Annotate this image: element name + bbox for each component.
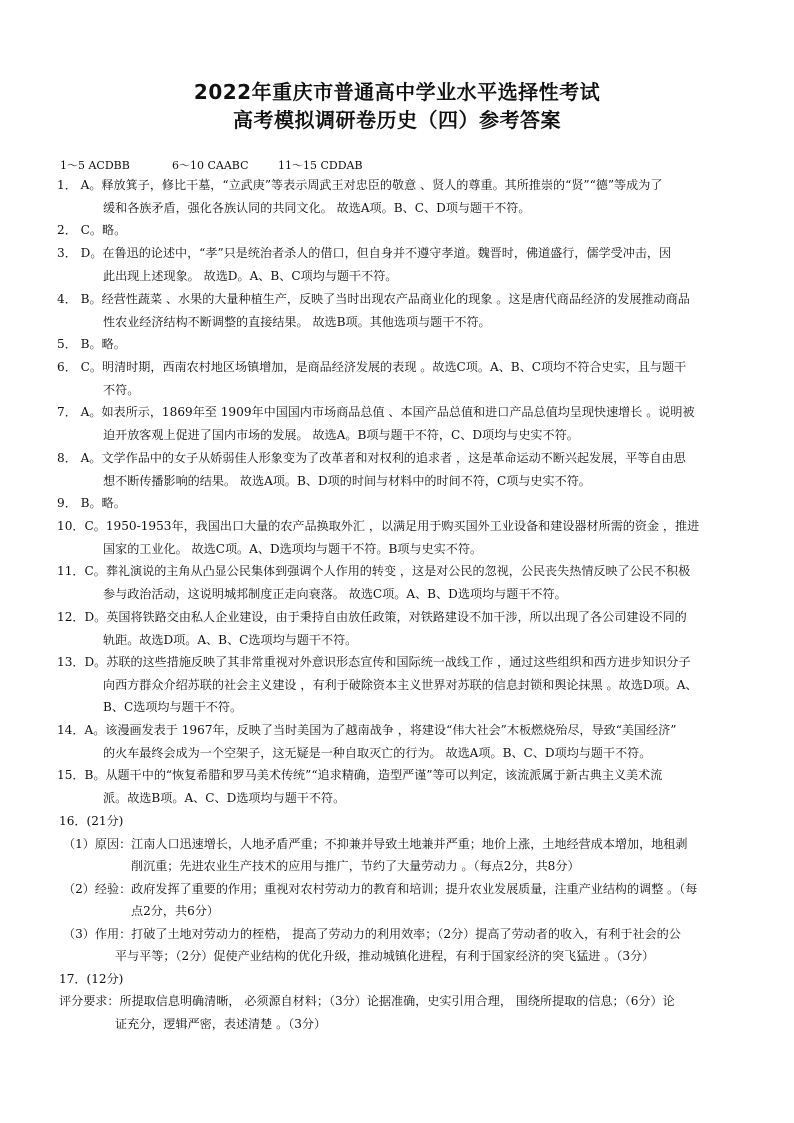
answer-line: 想不断传播影响的结果。 故选A项。B、D项的时间与材料中的时间不符，C项与史实不符。 (103, 473, 591, 488)
q16-part2-line: （2）经验：政府发挥了重要的作用；重视对农村劳动力的教育和培训；提升农业发展质量，注重产业结构的调整 。（每 (63, 881, 698, 896)
q16-part3-line: 平与平等；（2分）促使产业结构的优化升级，推动城镇化进程，有利于国家经济的突飞猛进 。（3分） (115, 949, 655, 963)
answer-line: 7． A。如表所示，1869年至 1909年中国国内市场商品总值 、本国产品总值和进口产品总值均呈现快速增长 。说明被 (57, 405, 695, 419)
answer-line: 迫开放客观上促进了国内市场的发展。 故选A。B项与题干不符，C、D项均与史实不符。 (103, 427, 579, 442)
answer-line: 此出现上述现象。 故选D。A、B、C项均与题干不符。 (103, 268, 398, 283)
answer-line: 1． A。释放箕子，修比干墓，“立武庚”等表示周武王对忠臣的敬意 、贤人的尊重。其所推崇的“贤”“德”等成为了 (57, 178, 663, 192)
q16-part2-line: 点2分，共6分） (131, 904, 219, 918)
answer-line: 性农业经济结构不断调整的直接结果。 故选B项。其他选项与题干不符。 (103, 314, 491, 329)
answer-line: 轨距。故选D项。A、B、C选项均与题干不符。 (103, 632, 358, 647)
answer-key-1-5: 1～5 ACDBB (60, 159, 130, 172)
answer-line: 14．A。该漫画发表于 1967年，反映了当时美国为了越南战争 ，将建设“伟大社会”木板燃烧殆尽，导致“美国经济” (57, 723, 677, 737)
question-16-heading: 16．(21分) (59, 814, 124, 828)
answer-line: 5． B。略。 (57, 337, 126, 351)
answer-q7 (57, 401, 747, 446)
answer-q4 (57, 288, 747, 333)
answer-q2 (57, 219, 747, 242)
question-17-heading: 17．(12分) (59, 971, 124, 986)
answer-line: 9． B。略。 (57, 496, 126, 510)
answer-q6 (57, 356, 747, 401)
answer-line: 8． A。文学作品中的女子从娇弱佳人形象变为了改革者和对权利的追求者 ，这是革命运动不断兴起发展，平等自由思 (57, 451, 686, 465)
q17-line: 评分要求：所提取信息明确清晰， 必须源自材料；（3分）论据准确，史实引用合理， 围绕所提取的信息；（6分）论 (59, 994, 675, 1008)
question-16 (59, 810, 749, 1035)
answer-line: 4． B。经营性蔬菜 、水果的大量种植生产，反映了当时出现农产品商业化的现象 。这是唐代商品经济的发展推动商品 (57, 292, 690, 306)
answer-q3 (57, 242, 747, 287)
document-title: 2022年重庆市普通高中学业水平选择性考试 (193, 80, 601, 104)
answer-line: 10．C。1950-1953年，我国出口大量的农产品换取外汇 ，以满足用于购买国外工业设备和建设器材所需的资金 ，推进 (57, 519, 700, 533)
answer-line: 12．D。英国将铁路交由私人企业建设，由于秉持自由放任政策，对铁路建设不加干涉，所以出现了各公司建设不同的 (57, 610, 687, 624)
answer-q11 (57, 560, 747, 605)
answer-line: 派。故选B项。A、C、D选项均与题干不符。 (103, 790, 346, 805)
answer-line: 不符。 (103, 382, 140, 397)
answer-q8 (57, 447, 747, 492)
answer-line: 国家的工业化。 故选C项。A、D选项均与题干不符。B项与史实不符。 (103, 541, 483, 556)
answer-q15 (57, 764, 747, 809)
document-subtitle: 高考模拟调研卷历史（四）参考答案 (233, 108, 561, 132)
answer-q14 (57, 719, 747, 764)
q16-part3-line: （3）作用：打破了土地对劳动力的桎梏， 提高了劳动力的利用效率；（2分）提高了劳动者的收入，有利于社会的公 (63, 926, 681, 941)
answer-line: 缓和各族矛盾，强化各族认同的共同文化。 故选A项。B、C、D项与题干不符。 (103, 200, 531, 215)
answer-line: 13．D。苏联的这些措施反映了其非常重视对外意识形态宣传和国际统一战线工作 ，通过这些组织和西方进步知识分子 (57, 655, 691, 669)
answer-line: 2． C。略。 (57, 223, 127, 237)
answer-line: 11．C。葬礼演说的主角从凸显公民集体到强调个人作用的转变 ，这是对公民的忽视，公民丧失热情反映了公民不积极 (57, 564, 691, 578)
answer-q1 (57, 174, 747, 219)
answer-q12 (57, 606, 747, 651)
q17-line: 证充分，逻辑严密，表述清楚 。（3分） (115, 1016, 327, 1031)
answer-line: B、C选项均与题干不符。 (103, 700, 243, 714)
answer-line: 15．B。从题干中的“恢复希腊和罗马美术传统”“追求精确，造型严谨”等可以判定，该流派属于新古典主义美术流 (57, 768, 663, 782)
answer-line: 参与政治活动，这说明城邦制度正走向衰落。 故选C项。A、B、D选项均与题干不符。 (103, 586, 567, 601)
answer-line: 向西方群众介绍苏联的社会主义建设 ，有利于破除资本主义世界对苏联的信息封锁和舆论抹黑 。故选D项。A、 (103, 677, 698, 692)
answer-key-11-15: 11～15 CDDAB (278, 159, 363, 172)
q16-part1-line: （1）原因：江南人口迅速增长，人地矛盾严重；不抑兼并导致土地兼并严重；地价上涨，土地经营成本增加，地租剥 (63, 836, 688, 851)
answer-line: 6． C。明清时期，西南农村地区场镇增加，是商品经济发展的表现 。故选C项。A、B、C项均不符合史实，且与题干 (57, 360, 687, 374)
answer-line: 的火车最终会成为一个空架子，这无疑是一种自取灭亡的行为。 故选A项。B、C、D项均与题干不符。 (103, 745, 652, 760)
answer-q5 (57, 333, 747, 356)
q16-part1-line: 削沉重；先进农业生产技术的应用与推广，节约了大量劳动力 。（每点2分，共8分） (131, 859, 580, 873)
choice-answer-keys (60, 157, 363, 173)
answer-q9 (57, 492, 747, 515)
answer-line: 3． D。在鲁迅的论述中，“孝”只是统治者杀人的借口，但自身并不遵守孝道。魏晋时，佛道盛行，儒学受冲击，因 (57, 246, 672, 260)
answer-q13 (57, 651, 747, 719)
answer-q10 (57, 515, 747, 560)
answer-key-6-10: 6～10 CAABC (172, 159, 249, 172)
